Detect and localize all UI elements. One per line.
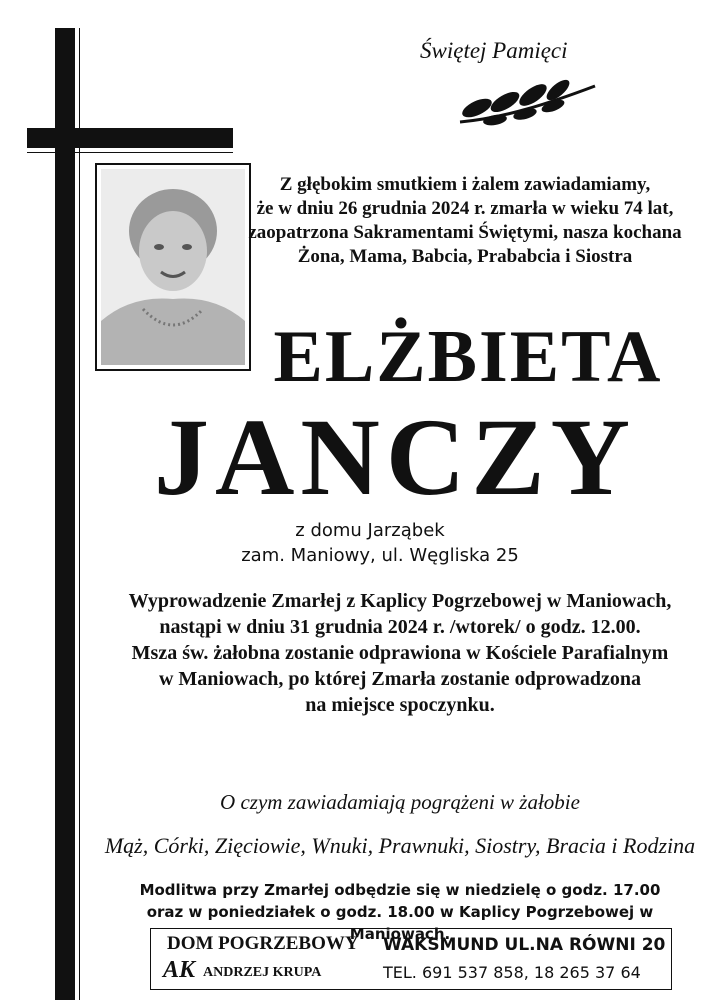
ceremony-line: na miejsce spoczynku. (305, 694, 495, 716)
cross-outline-horizontal (27, 152, 233, 153)
ceremony-line: Msza św. żałobna zostanie odprawiona w Kościele Parafialnym (131, 642, 669, 664)
ceremony-line: Wyprowadzenie Zmarłej z Kaplicy Pogrzebowej w Maniowach, (128, 590, 672, 612)
intro-line: zaopatrzona Sakramentami Świętymi, nasza kochana (248, 222, 682, 243)
residence-address: zam. Maniowy, ul. Węgliska 25 (241, 545, 519, 566)
cross-icon-horizontal (27, 128, 233, 148)
cross-icon-vertical (55, 28, 75, 1000)
maiden-name: z domu Jarząbek (295, 520, 445, 541)
olive-branch-icon (455, 78, 600, 128)
family-list: Mąż, Córki, Zięciowie, Wnuki, Prawnuki, Siostry, Bracia i Rodzina (104, 833, 696, 858)
mourning-notice: O czym zawiadamiają pogrążeni w żałobie (220, 790, 580, 814)
company-logo: AK (163, 957, 196, 983)
prayer-line: Modlitwa przy Zmarłej odbędzie się w niedzielę o godz. 17.00 (139, 881, 661, 899)
portrait-image (101, 169, 245, 365)
announcement-intro (245, 173, 685, 269)
intro-line: Żona, Mama, Babcia, Prababcia i Siostra (297, 246, 633, 267)
deceased-photo (95, 163, 251, 371)
memory-header: Świętej Pamięci (420, 38, 568, 63)
funeral-home-phone: TEL. 691 537 858, 18 265 37 64 (383, 963, 641, 982)
owner-name: ANDRZEJ KRUPA (203, 965, 322, 980)
prayer-line: oraz w poniedziałek o godz. 18.00 w Kaplicy Pogrzebowej w Maniowach. (146, 903, 654, 943)
ceremony-line: w Maniowach, po której Zmarła zostanie odprowadzona (158, 668, 642, 690)
funeral-home-address: WAKSMUND UL.NA RÓWNI 20 (383, 935, 666, 955)
deceased-last-name: JANCZY (153, 396, 637, 518)
ceremony-line: nastąpi w dniu 31 grudnia 2024 r. /wtorek/ o godz. 12.00. (159, 616, 641, 638)
deceased-first-name: ELŻBIETA (273, 316, 663, 398)
cross-outline-vertical (79, 28, 80, 1000)
intro-line: że w dniu 26 grudnia 2024 r. zmarła w wieku 74 lat, (256, 198, 674, 219)
funeral-details (95, 588, 705, 718)
intro-line: Z głębokim smutkiem i żalem zawiadamiamy, (279, 174, 651, 195)
funeral-home-name: DOM POGRZEBOWY (167, 933, 359, 954)
funeral-home-box (150, 928, 672, 990)
